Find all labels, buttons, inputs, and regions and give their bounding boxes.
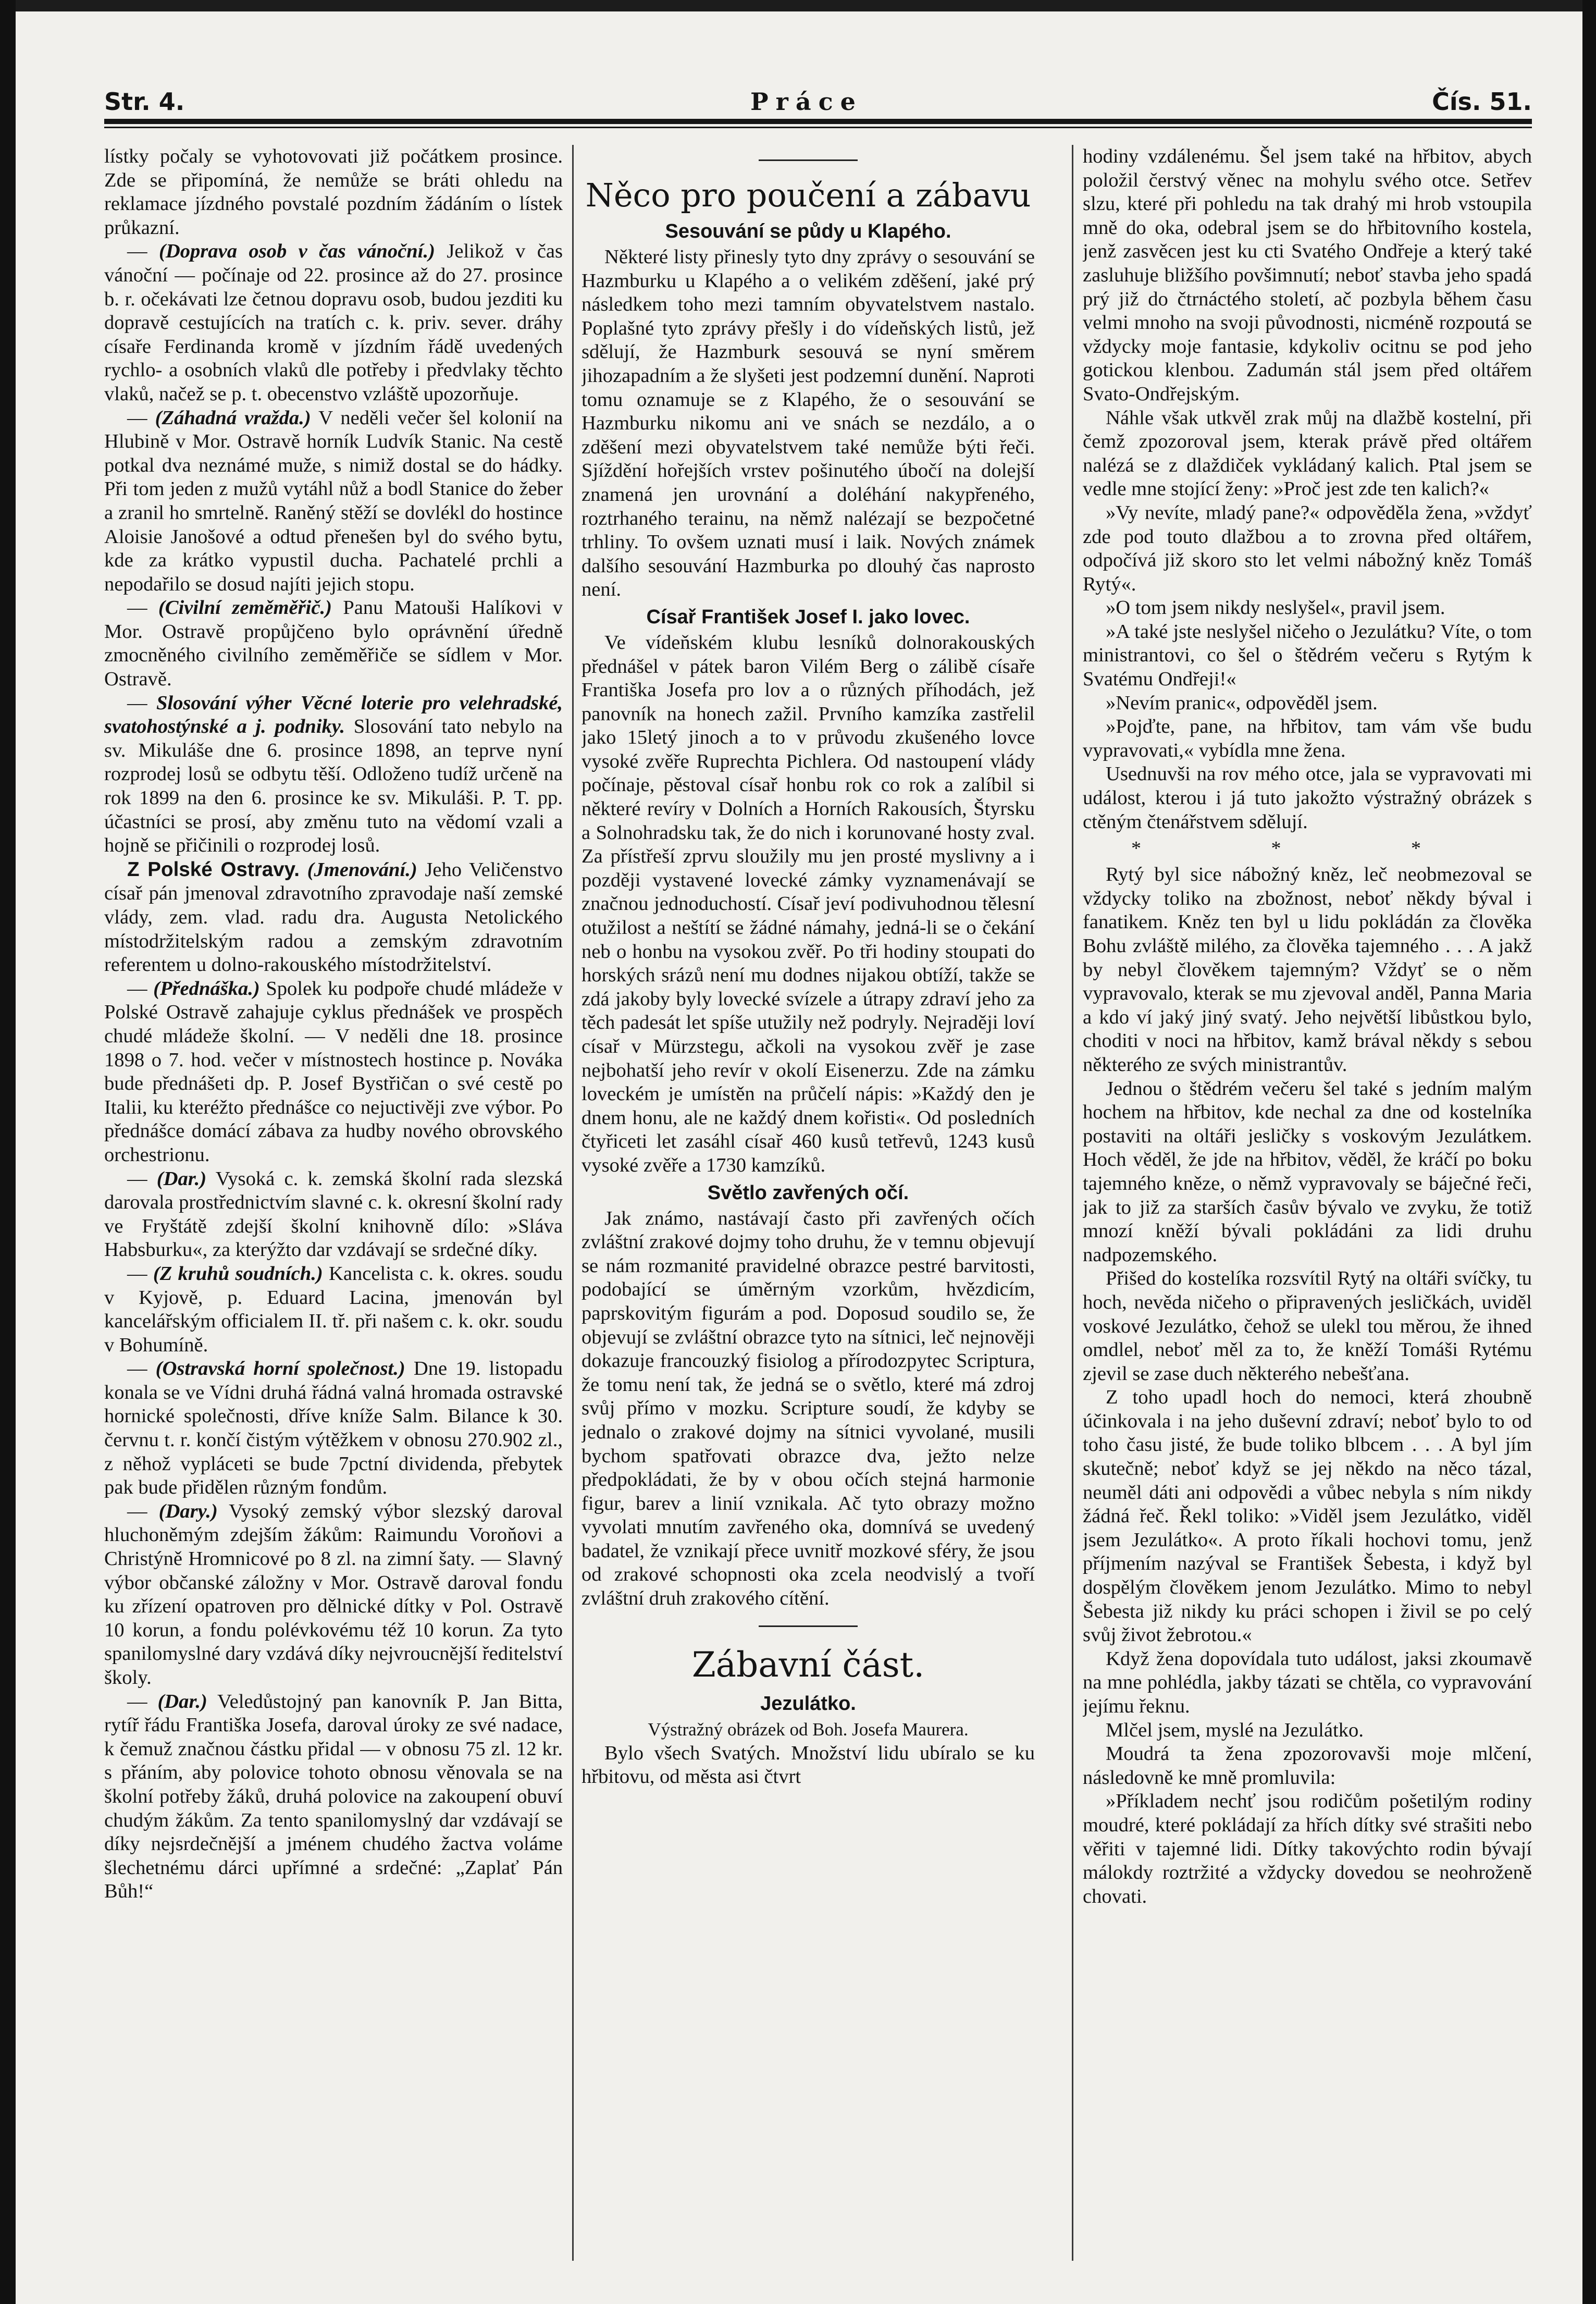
column-local-news <box>104 145 563 2261</box>
story-text: hodiny vzdálenému. Šel jsem také na hřbitov, abych položil čerstvý věnec na mohylu svého otce. Setřev slzu, které při pohledu na tak drahý mi hrob vstoupila mně do oka, odebral jsem se do hřbitovního kostela, jenž zasvěcen jest ku cti Svatého Ondřeje a který také zasluhuje bližšího povšimnutí; neboť stavba jeho spadá prý již do čtrnáctého století, ač pozbyla během času velmi mnoho na svoji původnosti, nicméně rozpoutá se vždycky moje fantasie, kdykoliv ocitnu se pod jeho gotickou klenbou. Zadumán stál jsem před oltářem Svato-Ondřejským. <box>1083 145 1532 405</box>
item-text: Jeho Veličenstvo císař pán jmenoval zdravotního zpravodaje naší zemské vlády, zem. vlad. radu dra. Augusta Netolického místodržitelským radou a zemským zdravotním referentem u dolno-rakouského místodržitelství. <box>104 858 563 976</box>
news-item: — (Civilní zeměměřič.) Panu Matouši Halíkovi v Mor. Ostravě propůjčeno bylo oprávnění úředně zmocněného civilního zeměměřiče se sídlem v Mor. Ostravě. <box>104 597 563 691</box>
page-number: Str. 4. <box>104 88 185 116</box>
story-text: »Pojďte, pane, na hřbitov, tam vám vše budu vypravovati,« vybídla mne žena. <box>1083 716 1532 761</box>
divider <box>759 1625 858 1627</box>
item-text: Kancelista c. k. okres. soudu v Kyjově, p. Eduard Lacina, jmenován byl kancelářským officialem II. tř. při našem c. k. okr. soudu v Bohumíně. <box>104 1262 563 1356</box>
section-heading: Z Polské Ostravy. <box>127 858 300 881</box>
item-text: Vysoký zemský výbor slezský daroval hluchoněmým zdejším žákům: Raimundu Voroňovi a Christýně Hromnicové po 8 zl. na zimní šaty. — Slavný výbor občanské záložny v Mor. Ostravě daroval fondu ku zřízení opatroven pro dělnické dítky v Pol. Ostravě 10 korun, a fondu polévkovému též 10 korun. Za tyto spanilomyslné dary vzdává díky nejvroucnější ředitelství školy. <box>104 1500 563 1689</box>
article-text: Některé listy přinesly tyto dny zprávy o sesouvání se Hazmburku u Klapého a o velikém zděšení, jaké prý následkem toho mezi tamním obyvatelstvem nastalo. Poplašné tyto zprávy přešly i do vídeňských listů, jež sdělují, že Hazmburk sesouvá se nyní směrem jihozapadním a že slyšeti jest podzemní dunění. Naproti tomu oznamuje se z Klapého, že o sesouvání se Hazmburku nikomu ani ve snách se nezdálo, a o zděšení mezi obyvatelstvem také nemůže býti řeči. Sjíždění hořejších vrstev pošinutého úbočí na dolejší znamená jen urovnání a doléhání nakypřeného, roztrhaného terainu, na němž nalézají se bezpočetné trhliny. To ovšem uznati musí i laik. Nových známek dalšího sesouvání Hazmburka po dlouhý čas naprosto není. <box>582 246 1035 601</box>
item-label: (Jmenování.) <box>307 858 417 881</box>
item-label: (Dary.) <box>158 1500 218 1522</box>
news-item <box>104 858 563 977</box>
item-label: (Dar.) <box>156 1167 207 1190</box>
story-text: Usednuvši na rov mého otce, jala se vypravovati mi událost, kterou i já tuto jakožto výstražný obrázek s ctěným čtenářstvem sdělují. <box>1083 763 1532 833</box>
column-divider <box>1072 145 1073 2261</box>
item-label: (Dar.) <box>157 1690 207 1712</box>
item-label: (Přednáška.) <box>153 977 260 1000</box>
item-text: V neděli večer šel kolonií na Hlubině v Mor. Ostravě horník Ludvík Stanic. Na cestě potkal dva neznámé muže, s nimiž dostal se do hádky. Při tom jeden z mužů vytáhl nůž a bodl Stanice do žeber a zranil ho smrtelně. Raněný stěží se dovlékl do hostince Aloisie Janošové a odtud přenešen byl do svého bytu, kde za krátko vypustil ducha. Pachatelé prchli a nepodařilo se dosud najíti jejich stopu. <box>104 406 563 595</box>
news-item: — (Ostravská horní společnost.) Dne 19. listopadu konala se ve Vídni druhá řádná valná hromada ostravské hornické společnosti, dříve kníže Salm. Bilance k 30. červnu t. r. končí čistým výtěžkem v obnosu 270.902 zl., z něhož vypláceti se bude 7pctní dividenda, přebytek pak bude přidělen různým fondům. <box>104 1358 563 1499</box>
news-item: — Slosování výher Věcné loterie pro velehradské, svatohostýnské a j. podniky. Slosování tato nebylo na sv. Mikuláše dne 6. prosince 1898, an teprve nyní rozprodej losů se odbytu těší. Odloženo tudíž určeně na rok 1899 na den 6. prosince ke sv. Mikuláši. P. T. pp. účastníci se prosí, aby změnu tuto na vědomí vzali a hojně se přičinili o rozprodej losů. <box>104 692 563 857</box>
item-text: Spolek ku podpoře chudé mládeže v Polské Ostravě zahajuje cyklus přednášek ve prospěch chudé mládeže školní. — V neděli dne 18. prosince 1898 o 7. hod. večer v místnostech hostince p. Nováka bude přednášeti dp. P. Josef Bystřičan o své cestě po Italii, ku kteréžto přednášce co nejuctivěji zve výbor. Po přednášce domácí zábava za hudby nového obrovského orchestrionu. <box>104 977 563 1166</box>
item-text: Jelikož v čas vánoční — počínaje od 22. prosince až do 27. prosince b. r. očekávati lze četnou dopravu osob, budou jezditi ku dopravě cestujících na tratích c. k. priv. sever. dráhy císaře Ferdinanda kromě v jízdním řádě uvedených rychlo- a osobních vlaků dle potřeby i předvlaky těchto vlaků, načež se p. t. obecenstvo vzláště upozorňuje. <box>104 240 563 405</box>
item-text: Panu Matouši Halíkovi v Mor. Ostravě propůjčeno bylo oprávnění úředně zmocněného civilního zeměměřiče se sídlem v Mor. Ostravě. <box>104 597 563 691</box>
story-text: Náhle však utkvěl zrak můj na dlažbě kostelní, při čemž zpozoroval jsem, kterak právě před oltářem nalézá se z dlaždiček vykládaný kalich. Ptal jsem se vedle mne stojící ženy: »Proč jest zde ten kalich?« <box>1083 406 1532 500</box>
news-item: — (Dar.) Veledůstojný pan kanovník P. Jan Bitta, rytíř řádu Františka Josefa, daroval úroky ze své nadace, k čemuž značnou částku přidal — v obnosu 75 zl. 12 kr. s přáním, aby polovice tohoto obnosu věnovala se na školní potřeby žáků, druhá polovice na zakoupení obuví chudým žákům. Za tento spanilomyslný dar vzdávají se díky nejsrdečnější a jménem chudého žactva voláme šlechetnému dárci upřímné a srdečné: „Zaplať Pán Bůh!“ <box>104 1690 563 1903</box>
issue-number: Čís. 51. <box>1432 88 1532 116</box>
header-rule <box>104 119 1532 124</box>
story-text: »A také jste neslyšel ničeho o Jezulátku? Víte, o tom ministrantovi, co šel o štědrém večeru s Rytým k Svatému Ondřeji!« <box>1083 620 1532 691</box>
item-text: Dne 19. listopadu konala se ve Vídni druhá řádná valná hromada ostravské hornické společnosti, dříve kníže Salm. Bilance k 30. červnu t. r. končí čistým výtěžkem v obnosu 270.902 zl., z něhož vypláceti se bude 7pctní dividenda, přebytek pak bude přidělen různým fondům. <box>104 1358 563 1499</box>
news-item: — (Dar.) Vysoká c. k. zemská školní rada slezská darovala prostřednictvím slavné c. k. okresní školní rady ve Fryštátě zdejší školní knihovně dílo: »Sláva Habsburku«, za kterýžto dar vzdávají se srdečné díky. <box>104 1167 563 1261</box>
story-text: Bylo všech Svatých. Množství lidu ubíralo se ku hřbitovu, od města asi čtvrt <box>582 1742 1035 1788</box>
item-label: (Civilní zeměměřič.) <box>158 597 332 619</box>
story-subtitle: Výstražný obrázek od Boh. Josefa Maurera. <box>648 1719 969 1740</box>
divider <box>759 159 858 161</box>
header-rule-thin <box>104 127 1532 128</box>
paragraph: lístky počaly se vyhotovovati již počátkem prosince. Zde se připomíná, že nemůže se bráti ohledu na reklamace jízdného povstalé pozdním žádáním o lístek průkazní. <box>104 145 563 239</box>
scan-border-right <box>1582 0 1596 2304</box>
item-label: Slosování výher Věcné loterie pro velehradské, svatohostýnské a j. podniky. <box>104 692 563 738</box>
story-text: Rytý byl sice nábožný kněz, leč neobmezoval se vždycky toliko na zbožnost, neboť někdy býval i fanatikem. Kněz ten byl u lidu pokládán za člověka Bohu zvláště milého, za člověka tajemného . . . A jakž by nebyl člověkem tajemným? Vždyť se o něm vypravovalo, kterak se mu zjevoval anděl, Panna Maria a kdo ví jaký jiný svatý. Jeho největší libůstkou bylo, choditi v noci na hřbitov, kamž brával někdy s sebou některého ze svých ministrantův. <box>1083 864 1532 1076</box>
story-text: »Vy nevíte, mladý pane?« odpověděla žena, »vždyť zde pod touto dlažbou a to zrovna před oltářem, odpočívá již skoro sto let velmi nábožný kněz Tomáš Rytý«. <box>1083 501 1532 595</box>
story-text: Moudrá ta žena zpozorovavši moje mlčení, následovně ke mně promluvila: <box>1083 1743 1532 1789</box>
article-heading: Císař František Josef I. jako lovec. <box>646 606 970 628</box>
article-text: Jak známo, nastávají často při zavřených očích zvláštní zrakové dojmy toho druhu, že v temnu objevují se nám rozmanité pravidelné obrazce pestré barvitosti, podobající se úměrným vzorkům, hvězdicím, paprskovitým figurám a pod. Doposud soudilo se, že objevují se zvláštní obrazce tyto na sítnici, leč nejnověji dokazuje francouzký fisiolog a přírodozpytec Scriptura, že tomu není tak, že jedná se o světlo, které má zdroj svůj přímo v mozku. Scripture soudí, že kdyby se jednalo o zrakové dojmy na sítnici vyvolané, musili bychom spatřovati obrazce dva, ježto nelze předpokládati, že by v obou očích stejná harmonie figur, barev a linií vznikala. Ač tyto obrazy možno vyvolati mnutím zavřeného oka, domnívá se uvedený badatel, že vznikají přece uvnitř mozkové sféry, že jsou od zrakové schopnosti oka zcela neodvislý a tvoří zvláštní druh zrakového cítění. <box>582 1207 1035 1610</box>
story-text: »O tom jsem nikdy neslyšel«, pravil jsem. <box>1106 597 1445 619</box>
item-text: Veledůstojný pan kanovník P. Jan Bitta, rytíř řádu Františka Josefa, daroval úroky ze své nadace, k čemuž značnou částku přidal — v obnosu 75 zl. 12 kr. s přáním, aby polovice tohoto obnosu věnovala se na školní potřeby žáků, druhá polovice na zakoupení obuví chudým žákům. Za tento spanilomyslný dar vzdávají se díky nejsrdečnější a jménem chudého žactva voláme šlechetnému dárci upřímné a srdečné: „Zaplať Pán Bůh!“ <box>104 1690 563 1903</box>
column-education <box>582 145 1035 2261</box>
section-title: Zábavní část. <box>691 1644 925 1685</box>
story-text: Mlčel jsem, myslé na Jezulátko. <box>1106 1719 1364 1741</box>
story-text: »Nevím pranic«, odpověděl jsem. <box>1106 692 1378 714</box>
section-title: Něco pro poučení a zábavu <box>585 176 1031 214</box>
story-text: Když žena dopovídala tuto událost, jaksi zkoumavě na mne pohlédla, jakby tázati se chtěla, co vypravování jejímu řeknu. <box>1083 1647 1532 1717</box>
article-text: Ve vídeňském klubu lesníků dolnorakouských přednášel v pátek baron Vilém Berg o zálibě císaře Františka Josefa pro lov a o různých příhodách, jež panovník na honech zažil. Prvního kamzíka zastřelil jako 15letý jinoch a to v průvodu zkušeného lovce vysoké zvěře Ruprechta Pichlera. Od nastoupení vlády počínaje, pěstoval císař honbu rok co rok a zalíbil si některé revíry v Dolních a Horních Rakousích, Štyrsku a Solnohradsku tak, že do nich i korunované hosty zval. Za přístřeší zprvu sloužily mu jen prosté myslivny a i později vystavené lovecké zámky vyznamenávají se značnou jednoduchostí. Císař jeví podivuhodnou tělesní otužilost a neštítí se žádné námahy, jedná-li se o čekání neb o honbu na vysokou zvěř. Po tři hodiny stoupati do horských srázů není mu dodnes nijakou obtíží, takže se zdá jakoby byly lovecké svízele a útrapy zdraví jeho za těch padesát let spíše utužily než podryly. Nejraději loví císař v Mürzstegu, ačkoli na vysokou zvěř je zase nejbohatší jeho revír v okolí Eisenerzu. Zde na zámku loveckém je umístěn na průčelí nápis: »Každý den je dnem honu, ale ne každý dnem kořisti«. Od posledních čtyřiceti let zasáhl císař 460 kusů tetřevů, 1243 kusů vysoké zvěře a 1730 kamzíků. <box>582 631 1035 1176</box>
article-heading: Sesouvání se půdy u Klapého. <box>665 220 951 242</box>
column-divider <box>572 145 574 2261</box>
scan-border-top <box>0 0 1596 11</box>
item-label: (Ostravská horní společnost.) <box>155 1358 405 1380</box>
news-item: — (Záhadná vražda.) V neděli večer šel kolonií na Hlubině v Mor. Ostravě horník Ludvík Stanic. Na cestě potkal dva neznámé muže, s nimiž dostal se do hádky. Při tom jeden z mužů vytáhl nůž a bodl Stanice do žeber a zranil ho smrtelně. Raněný stěží se dovlékl do hostince Aloisie Janošové a odtud přenešen byl do svého bytu, kde za krátko vypustil ducha. Pachatelé prchli a nepodařilo se dosud najíti jejich stopu. <box>104 406 563 595</box>
story-text: Přišed do kostelíka rozsvítil Rytý na oltáři svíčky, tu hoch, nevěda ničeho o připravených jesličkách, uviděl voskové Jezulátko, čehož se ulekl tou měrou, že ihned omdlel, neboť měl za to, že kněží Tomáši Rytému zjevil se zase duch některého nebešťana. <box>1083 1267 1532 1385</box>
newspaper-title: Práce <box>750 88 863 116</box>
story-text: Jednou o štědrém večeru šel také s jedním malým hochem na hřbitov, kde nechal za dne od kostelníka postaviti na oltáři jesličky s voskovým Jezulátkem. Hoch věděl, že jde na hřbitov, věděl, že kráčí po boku tajemného kněze, o němž vypravovaly se báječné řeči, jak to již za starších časův bývalo ve zvyku, že totiž mnozí kněží bývali pokládáni za lidi druhu nadpozemského. <box>1083 1077 1532 1266</box>
column-story <box>1083 145 1532 2261</box>
article-heading: Světlo zavřených očí. <box>707 1181 909 1204</box>
item-label: (Z kruhů soudních.) <box>153 1262 323 1285</box>
section-break-stars: * * * <box>1131 837 1483 860</box>
story-text: »Příkladem nechť jsou rodičům pošetilým rodiny moudré, které pokládají za hřích dítky své strašiti nebo věřiti v tajemné lidi. Dítky takovýchto rodin bývají málokdy roztržité a vždycky dovedou se neohroženě chovati. <box>1083 1790 1532 1907</box>
news-item: — (Dary.) Vysoký zemský výbor slezský daroval hluchoněmým zdejším žákům: Raimundu Voroňovi a Christýně Hromnicové po 8 zl. na zimní šaty. — Slavný výbor občanské záložny v Mor. Ostravě daroval fondu ku zřízení opatroven pro dělnické dítky v Pol. Ostravě 10 korun, a fondu polévkovému též 10 korun. Za tyto spanilomyslné dary vzdává díky nejvroucnější ředitelství školy. <box>104 1500 563 1689</box>
news-item: — (Z kruhů soudních.) Kancelista c. k. okres. soudu v Kyjově, p. Eduard Lacina, jmenován byl kancelářským officialem II. tř. při našem c. k. okr. soudu v Bohumíně. <box>104 1262 563 1356</box>
news-item: — (Doprava osob v čas vánoční.) Jelikož v čas vánoční — počínaje od 22. prosince až do 27. prosince b. r. očekávati lze četnou dopravu osob, budou jezditi ku dopravě cestujících na tratích c. k. priv. sever. dráhy císaře Ferdinanda kromě v jízdním řádě uvedených rychlo- a osobních vlaků dle potřeby i předvlaky těchto vlaků, načež se p. t. obecenstvo vzláště upozorňuje. <box>104 240 563 405</box>
item-label: (Záhadná vražda.) <box>155 406 311 429</box>
story-title: Jezulátko. <box>760 1692 856 1715</box>
news-item: — (Přednáška.) Spolek ku podpoře chudé mládeže v Polské Ostravě zahajuje cyklus přednášek ve prospěch chudé mládeže školní. — V neděli dne 18. prosince 1898 o 7. hod. večer v místnostech hostince p. Nováka bude přednášeti dp. P. Josef Bystřičan o své cestě po Italii, ku kteréžto přednášce co nejuctivěji zve výbor. Po přednášce domácí zábava za hudby nového obrovského orchestrionu. <box>104 977 563 1166</box>
story-text: Z toho upadl hoch do nemoci, která zhoubně účinkovala i na jeho duševní zdraví; neboť bylo to od toho času jisté, že bude toliko blbcem . . . A byl jím skutečně; neboť když se jej někdo na něco tázal, neuměl dáti ani odpovědi a vůbec nebyla s ním nikdy žádná řeč. Řekl toliko: »Viděl jsem Jezulátko, viděl jsem Jezulátko«. A proto říkali hochovi tomu, jenž příjmením nazýval se František Šebesta, i když byl dospělým člověkem jenom Jezulátko. Mimo to nebyl Šebesta již nikdy ku práci schopen i živil se po celý svůj život žebrotou.« <box>1083 1386 1532 1646</box>
item-text: Slosování tato nebylo na sv. Mikuláše dne 6. prosince 1898, an teprve nyní rozprodej losů se odbytu těší. Odloženo tudíž určeně na rok 1899 na den 6. prosince ke sv. Mikuláši. P. T. pp. účastníci se prosí, aby změnu tuto na vědomí vzali a hojně se přičinili o rozprodej losů. <box>104 716 563 857</box>
item-label: (Doprava osob v čas vánoční.) <box>158 240 435 263</box>
item-text: Vysoká c. k. zemská školní rada slezská darovala prostřednictvím slavné c. k. okresní školní rady ve Fryštátě zdejší školní knihovně dílo: »Sláva Habsburku«, za kterýžto dar vzdávají se srdečné díky. <box>104 1167 563 1261</box>
scan-border-left <box>0 0 16 2304</box>
